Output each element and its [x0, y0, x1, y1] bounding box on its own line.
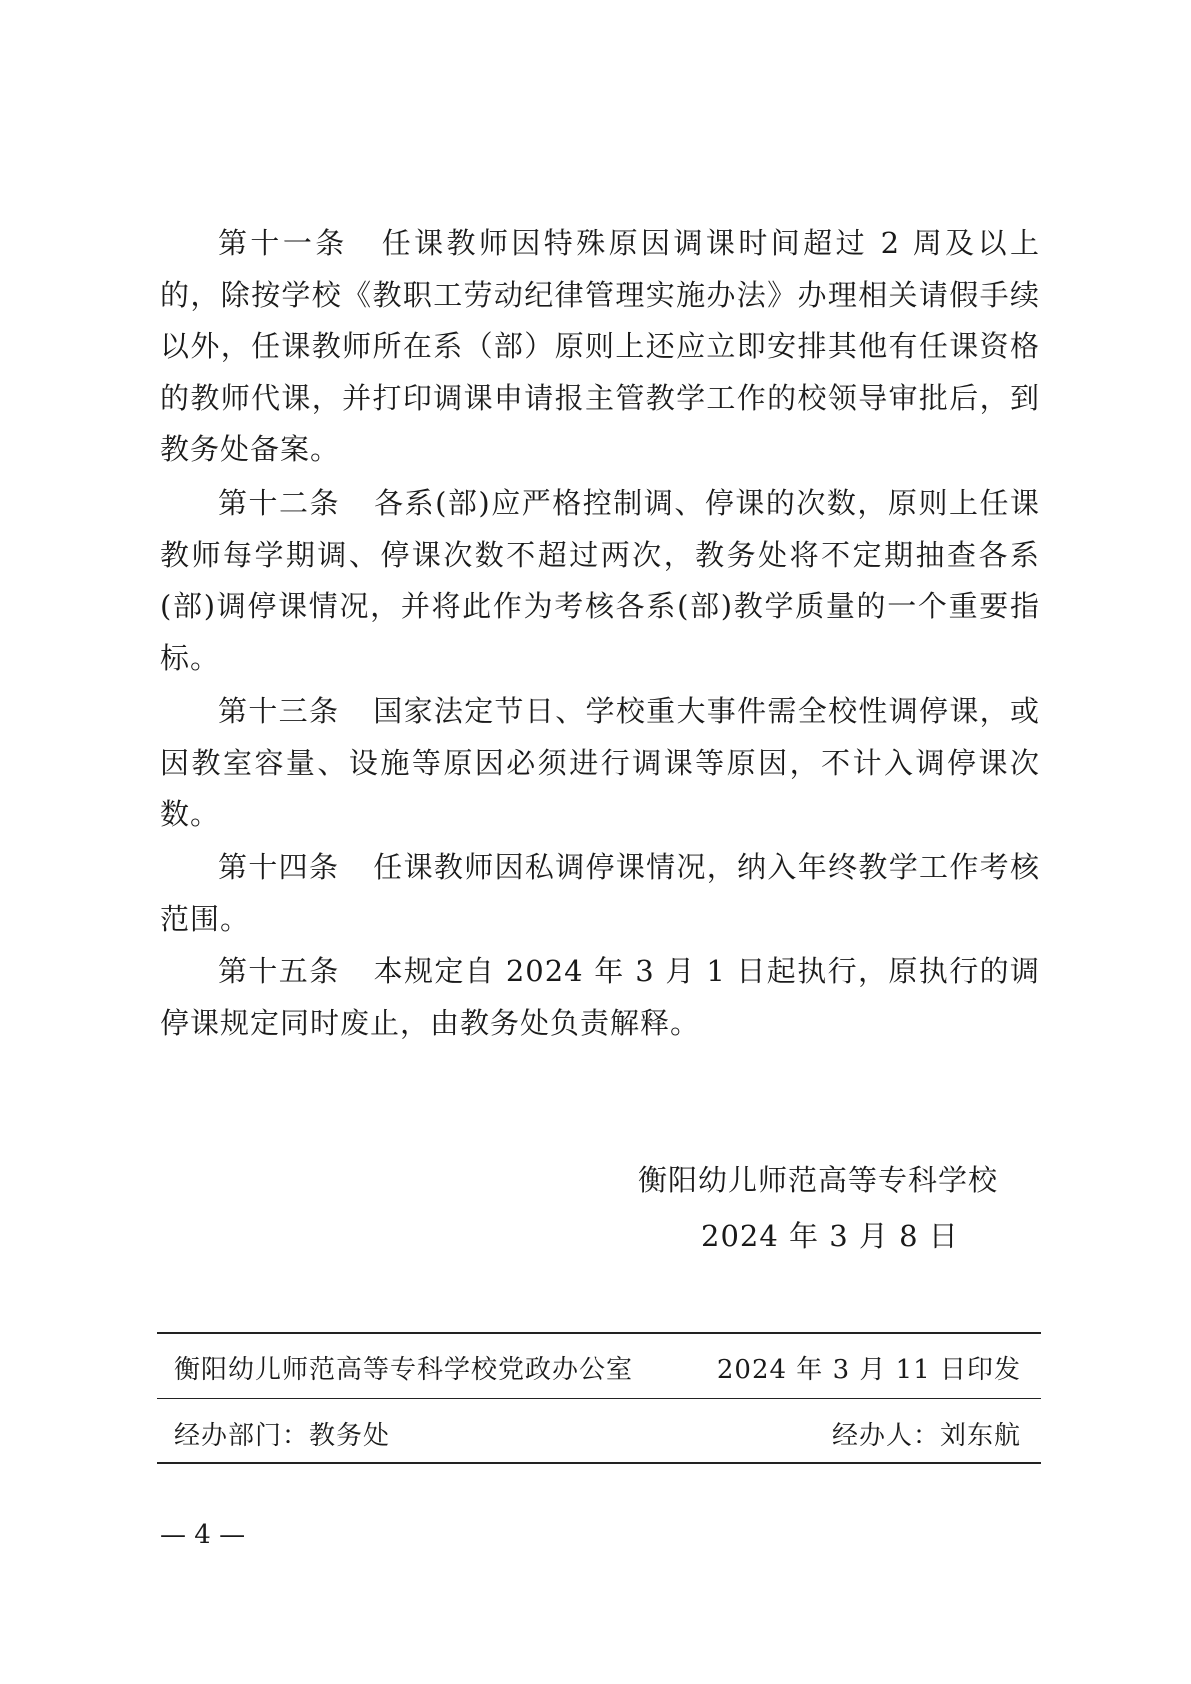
handling-department: 经办部门：教务处 [174, 1421, 391, 1451]
article-14-text: 任课教师因私调停课情况，纳入年终教学工作考核范围。 [160, 850, 1040, 936]
article-15 [160, 946, 1040, 1049]
signature-school: 衡阳幼儿师范高等专科学校 [638, 1163, 999, 1197]
signature-date: 2024 年 3 月 8 日 [701, 1219, 959, 1253]
handler-person: 经办人：刘东航 [831, 1421, 1021, 1451]
article-12-number: 第十二条 [218, 486, 341, 520]
article-14-number: 第十四条 [218, 850, 340, 884]
article-13-number: 第十三条 [218, 694, 340, 728]
page-number: — 4 — [160, 1520, 246, 1550]
article-11 [160, 218, 1040, 476]
print-date: 2024 年 3 月 11 日印发 [716, 1355, 1021, 1385]
article-12 [160, 478, 1040, 684]
footer-rule-bottom [157, 1462, 1041, 1464]
article-14 [160, 842, 1040, 945]
article-15-number: 第十五条 [218, 954, 340, 988]
article-13-text: 国家法定节日、学校重大事件需全校性调停课，或因教室容量、设施等原因必须进行调课等原因，不计入调停课次数。 [160, 694, 1040, 831]
footer-rule-top [157, 1332, 1041, 1334]
article-11-text: 任课教师因特殊原因调课时间超过 2 周及以上的，除按学校《教职工劳动纪律管理实施办法》办理相关请假手续以外，任课教师所在系（部）原则上还应立即安排其他有任课资格的教师代课，并打印调课申请报主管教学工作的校领导审批后，到教务处备案。 [160, 226, 1040, 466]
footer-rule-middle [157, 1398, 1041, 1399]
article-12-text: 各系(部)应严格控制调、停课的次数，原则上任课教师每学期调、停课次数不超过两次，教务处将不定期抽查各系(部)调停课情况，并将此作为考核各系(部)教学质量的一个重要指标。 [160, 486, 1040, 675]
issuer-office: 衡阳幼儿师范高等专科学校党政办公室 [174, 1355, 634, 1385]
article-13 [160, 686, 1040, 841]
article-11-number: 第十一条 [218, 226, 348, 260]
article-15-text: 本规定自 2024 年 3 月 1 日起执行，原执行的调停课规定同时废止，由教务处负责解释。 [160, 954, 1040, 1040]
